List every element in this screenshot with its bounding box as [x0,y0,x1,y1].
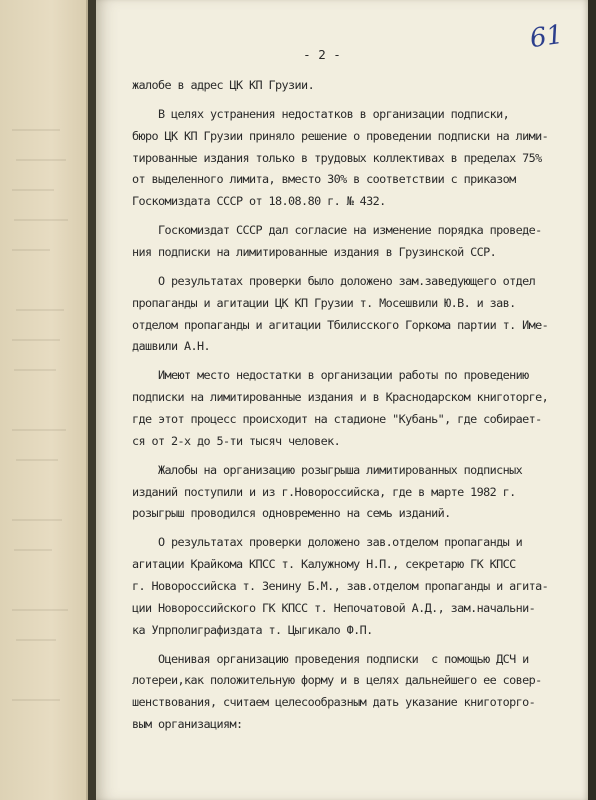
text-line: шенствования, считаем целесообразным дать указание книготорго- [132,695,536,710]
text-line: г. Новороссийска т. Зенину Б.М., зав.отделом пропаганды и агита- [132,579,549,593]
text-line: тированные издания только в трудовых коллективах в пределах 75% [132,150,542,165]
text-line: агитации Крайкома КПСС т. Калужному Н.П., секретарю ГК КПСС [132,557,516,572]
text-line: Госкомиздата СССР от 18.08.80 г. № 432. [132,194,386,209]
text-line: отделом пропаганды и агитации Тбилисского Горкома партии т. Име- [132,317,549,332]
text-line: ции Новороссийского ГК КПСС т. Непочатовой А.Д., зам.начальни- [132,600,536,615]
document-page [96,0,588,800]
text-line: вым организациям: [132,717,243,731]
text-line: Оценивая организацию проведения подписки с помощью ДСЧ и [132,651,529,666]
text-line: бюро ЦК КП Грузии приняло решение о проведении подписки на лими- [132,128,549,143]
scan-border [588,0,596,800]
text-line: пропаганды и агитации ЦК КП Грузии т. Мосешвили Ю.В. и зав. [132,295,516,310]
text-line: где этот процесс происходит на стадионе "Кубань", где собирает- [132,412,542,426]
text-line: ся от 2-х до 5-ти тысяч человек. [132,433,341,448]
text-line: О результатах проверки было доложено зам.заведующего отдел [132,274,536,288]
text-line: ния подписки на лимитированные издания в Грузинской ССР. [132,245,497,259]
folio-number: 61 [528,19,566,55]
text-line: дашвили А.Н. [132,339,211,354]
text-line: Имеют место недостатки в организации работы по проведению [132,368,529,383]
text-line: В целях устранения недостатков в организации подписки, [132,107,510,121]
text-line: жалобе в адрес ЦК КП Грузии. [132,78,315,92]
text-line: изданий поступили и из г.Новороссийска, где в марте 1982 г. [132,484,516,499]
text-line: ка Упрполиграфиздата т. Цыгикало Ф.П. [132,622,373,637]
text-line: от выделенного лимита, вместо 30% в соответствии с приказом [132,172,516,187]
text-line: О результатах проверки доложено зав.отделом пропаганды и [132,535,523,550]
text-line: Жалобы на организацию розыгрыша лимитированных подписных [132,462,523,477]
text-line: розыгрыш проводился одновременно на семь изданий. [132,506,451,521]
previous-page-edge [0,0,88,800]
bleed-through-text [10,120,70,720]
text-line: подписки на лимитированные издания и в Краснодарском книготорге, [132,390,549,405]
page-number: - 2 - [303,47,341,62]
text-line: Госкомиздат СССР дал согласие на изменение порядка проведе- [132,223,542,238]
text-line: лотереи,как положительную форму и в целях дальнейшего ее совер- [132,673,542,688]
